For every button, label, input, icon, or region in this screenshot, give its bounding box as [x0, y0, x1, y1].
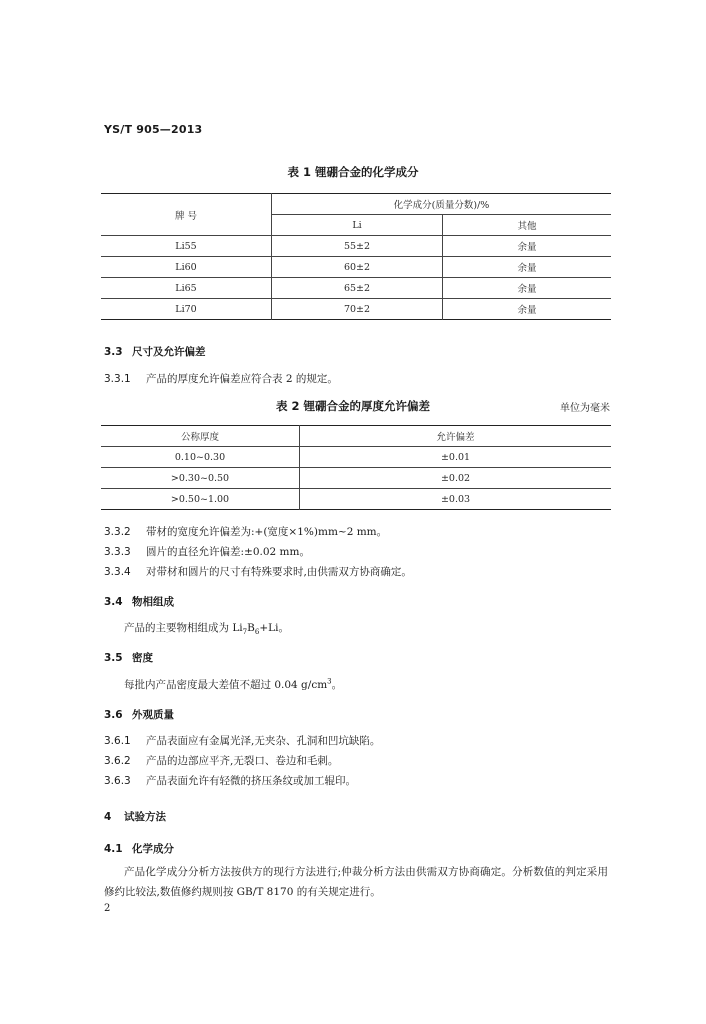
density-text-end: 。 — [331, 679, 343, 691]
clause-number: 3.3.3 — [104, 546, 131, 558]
section-3-5-heading — [104, 650, 153, 665]
table1-cell-grade: Li60 — [101, 257, 272, 278]
clause-number: 3.3.4 — [104, 566, 131, 578]
table1-cell-li: 55±2 — [272, 236, 443, 257]
section-number: 3.5 — [104, 652, 123, 664]
table1-cell-grade: Li55 — [101, 236, 272, 257]
table2-title: 表 2 锂硼合金的厚度允许偏差 — [275, 399, 430, 413]
table1-cell-grade: Li65 — [101, 278, 272, 299]
section-number: 3.6 — [104, 709, 123, 721]
table-row — [101, 468, 611, 489]
clause-3-3-3 — [104, 544, 310, 559]
clause-number: 3.6.3 — [104, 775, 131, 787]
clause-3-6-1 — [104, 733, 380, 748]
table-row — [101, 257, 611, 278]
section-title: 尺寸及允许偏差 — [132, 346, 206, 358]
table2-header-thickness: 公称厚度 — [101, 426, 300, 447]
clause-3-6-3 — [104, 773, 356, 788]
table1-cell-li: 65±2 — [272, 278, 443, 299]
section-3-6-heading — [104, 707, 174, 722]
clause-3-6-2 — [104, 753, 338, 768]
clause-text: 圆片的直径允许偏差:±0.02 mm。 — [146, 546, 310, 558]
table1-cell-other: 余量 — [443, 278, 612, 299]
table-row — [101, 489, 611, 510]
section-title: 密度 — [132, 652, 153, 664]
table2-unit-note: 单位为毫米 — [560, 403, 610, 414]
table2-cell-thickness: >0.50~1.00 — [101, 489, 300, 510]
section-number: 4.1 — [104, 843, 123, 855]
clause-text: 产品的厚度允许偏差应符合表 2 的规定。 — [146, 373, 338, 385]
page-number: 2 — [104, 903, 111, 914]
section-number: 4 — [104, 811, 112, 823]
chemical-analysis-paragraph: 产品化学成分分析方法按供方的现行方法进行;仲裁分析方法由供需双方协商确定。分析数值的判定采用修约比较法,数值修约规则按 GB/T 8170 的有关规定进行。 — [104, 866, 608, 898]
clause-3-3-4 — [104, 564, 412, 579]
clause-number: 3.3.1 — [104, 373, 131, 385]
table2-cell-tolerance: ±0.03 — [300, 489, 612, 510]
standard-code: YS/T 905—2013 — [104, 123, 203, 136]
table1-cell-other: 余量 — [443, 257, 612, 278]
phase-text-b: B — [247, 622, 255, 634]
clause-text: 产品表面允许有轻微的挤压条纹或加工辊印。 — [146, 775, 356, 787]
table2-cell-thickness: >0.30~0.50 — [101, 468, 300, 489]
table2-cell-tolerance: ±0.01 — [300, 447, 612, 468]
table1-chemical-composition — [101, 193, 611, 320]
section-3-4-heading — [104, 594, 174, 609]
table1-cell-li: 70±2 — [272, 299, 443, 320]
table1-header-li: Li — [272, 215, 443, 236]
clause-number: 3.6.1 — [104, 735, 131, 747]
clause-3-3-1 — [104, 371, 338, 386]
superscript-3: 3 — [327, 677, 332, 686]
table1-header-composition: 化学成分(质量分数)/% — [272, 194, 612, 215]
phase-text-start: 产品的主要物相组成为 Li — [124, 622, 243, 634]
density-text-start: 每批内产品密度最大差值不超过 0.04 g/cm — [124, 679, 328, 691]
table2-header-tolerance: 允许偏差 — [300, 426, 612, 447]
density-text — [124, 677, 342, 692]
subscript-7: 7 — [242, 628, 248, 637]
section-title: 外观质量 — [132, 709, 174, 721]
table2-cell-tolerance: ±0.02 — [300, 468, 612, 489]
table1-title: 表 1 锂硼合金的化学成分 — [287, 165, 419, 179]
table1-header-other: 其他 — [443, 215, 612, 236]
section-number: 3.3 — [104, 346, 123, 358]
table-row — [101, 236, 611, 257]
table-row — [101, 299, 611, 320]
table2-cell-thickness: 0.10~0.30 — [101, 447, 300, 468]
section-4-heading — [104, 809, 166, 824]
section-title: 物相组成 — [132, 596, 174, 608]
subscript-6: 6 — [254, 628, 260, 637]
section-number: 3.4 — [104, 596, 123, 608]
phase-text-end: +Li。 — [259, 622, 289, 634]
table1-cell-other: 余量 — [443, 299, 612, 320]
table1-cell-other: 余量 — [443, 236, 612, 257]
section-4-1-heading — [104, 841, 174, 856]
table-row — [101, 278, 611, 299]
clause-text: 产品表面应有金属光泽,无夹杂、孔洞和凹坑缺陷。 — [146, 735, 381, 747]
section-title: 试验方法 — [124, 811, 166, 823]
table-row — [101, 447, 611, 468]
table1-cell-li: 60±2 — [272, 257, 443, 278]
clause-3-3-2 — [104, 524, 387, 539]
table2-thickness-tolerance — [101, 425, 611, 510]
table1-cell-grade: Li70 — [101, 299, 272, 320]
section-title: 化学成分 — [132, 843, 174, 855]
table1-header-grade: 牌 号 — [101, 194, 272, 236]
clause-text: 对带材和圆片的尺寸有特殊要求时,由供需双方协商确定。 — [146, 566, 412, 578]
section-3-3-heading — [104, 344, 206, 359]
clause-text: 产品的边部应平齐,无裂口、卷边和毛刺。 — [146, 755, 339, 767]
clause-number: 3.3.2 — [104, 526, 131, 538]
clause-text: 带材的宽度允许偏差为:+(宽度×1%)mm~2 mm。 — [146, 526, 388, 538]
phase-composition-text — [124, 620, 289, 636]
clause-number: 3.6.2 — [104, 755, 131, 767]
